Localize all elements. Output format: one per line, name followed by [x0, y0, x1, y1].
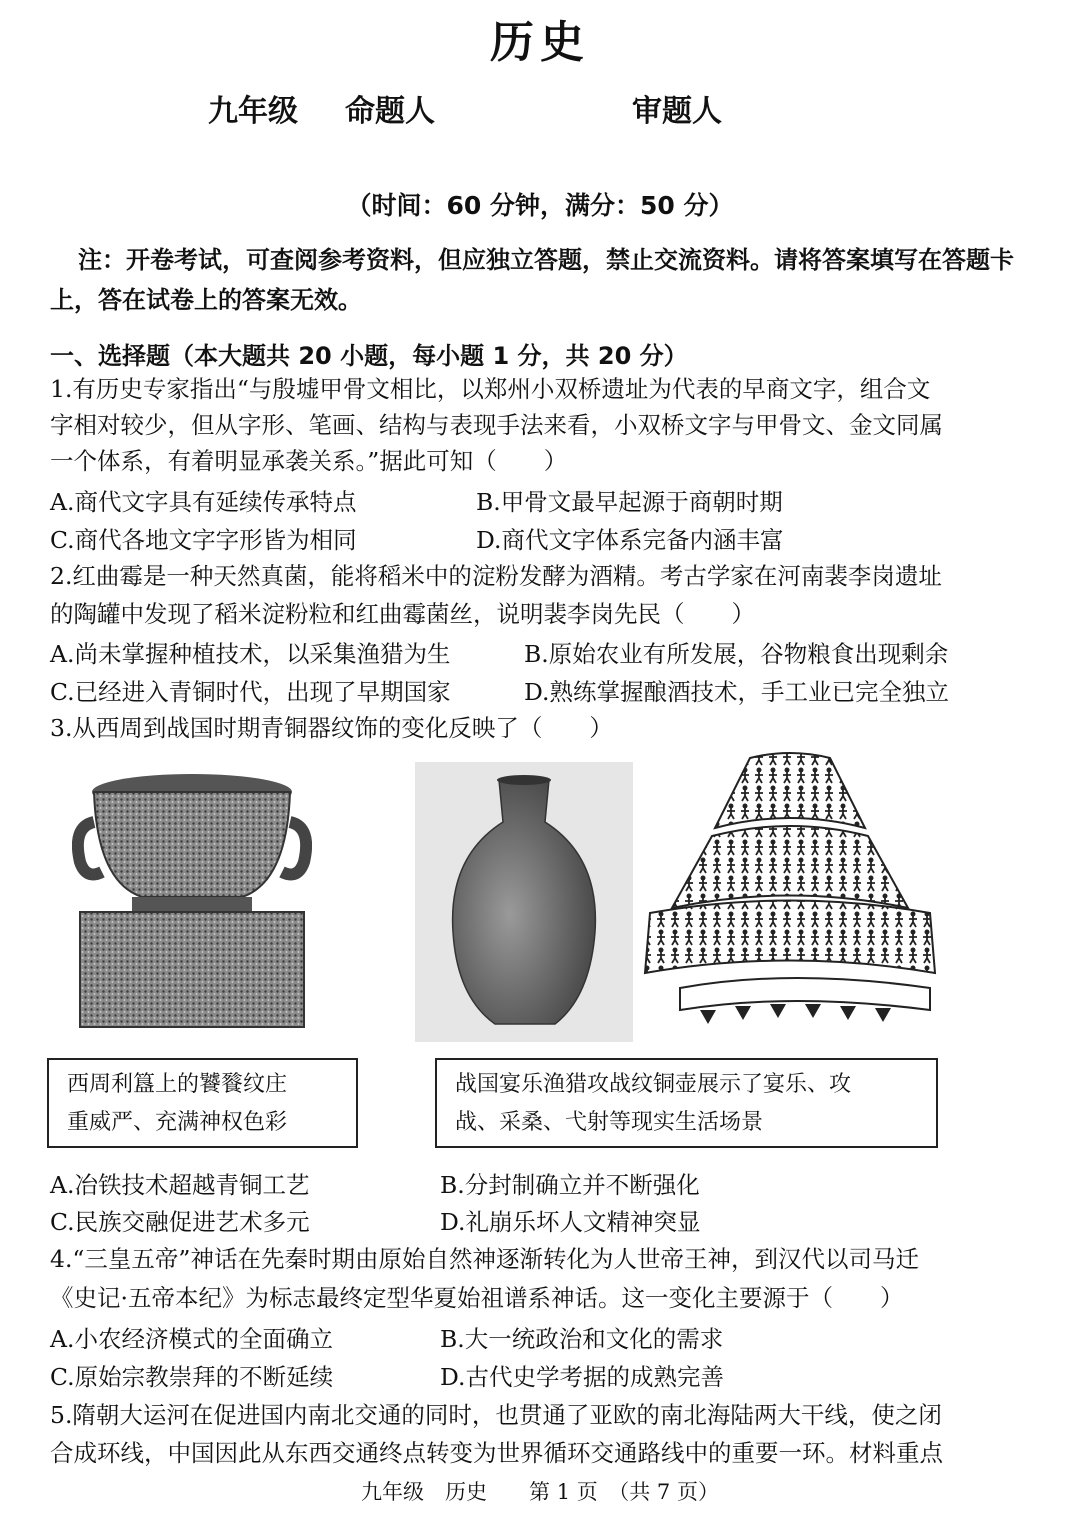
q5-stem-line-1: 5.隋朝大运河在促进国内南北交通的同时，也贯通了亚欧的南北海陆两大干线，使之闭 — [50, 1401, 942, 1429]
q3-option-c: C.民族交融促进艺术多元 — [50, 1208, 310, 1236]
caption-right-line-1: 战国宴乐渔猎攻战纹铜壶展示了宴乐、攻 — [455, 1072, 852, 1097]
q3-stem: 3.从西周到战国时期青铜器纹饰的变化反映了（ ） — [50, 714, 613, 742]
section-heading: 一、选择题（本大题共 20 小题，每小题 1 分，共 20 分） — [50, 342, 688, 370]
q1-stem-line-2: 字相对较少，但从字形、笔画、结构与表现手法来看，小双桥文字与甲骨文、金文同属 — [50, 411, 943, 439]
caption-left-line-2: 重威严、充满神权色彩 — [67, 1110, 288, 1135]
q1-stem-line-1: 1.有历史专家指出“与殷墟甲骨文相比，以郑州小双桥遗址为代表的早商文字，组合文 — [50, 375, 931, 403]
q4-stem-line-1: 4.“三皇五帝”神话在先秦时期由原始自然神逐渐转化为人世帝王神，到汉代以司马迁 — [50, 1245, 919, 1273]
bronze-hu-vase-image — [415, 762, 633, 1042]
q5-stem-line-2: 合成环线，中国因此从东西交通终点转变为世界循环交通路线中的重要一环。材料重点 — [50, 1439, 943, 1467]
q4-option-d: D.古代史学考据的成熟完善 — [440, 1363, 724, 1391]
caption-box-left — [47, 1058, 358, 1148]
author-label: 命题人 — [345, 94, 435, 129]
q3-option-d: D.礼崩乐坏人文精神突显 — [440, 1208, 701, 1236]
q2-stem-line-1: 2.红曲霉是一种天然真菌，能将稻米中的淀粉发酵为酒精。考古学家在河南裴李岗遗址 — [50, 562, 942, 590]
q3-option-b: B.分封制确立并不断强化 — [440, 1171, 700, 1199]
q2-option-c: C.已经进入青铜时代，出现了早期国家 — [50, 678, 451, 706]
exam-title: 历史 — [490, 17, 590, 68]
grade-label: 九年级 — [208, 94, 298, 129]
q1-option-c: C.商代各地文字字形皆为相同 — [50, 526, 357, 554]
q1-stem-line-3: 一个体系，有着明显承袭关系。”据此可知（ ） — [50, 447, 568, 475]
caption-left-line-1: 西周利簋上的饕餮纹庄 — [67, 1072, 288, 1097]
caption-box-right — [435, 1058, 938, 1148]
q2-stem-line-2: 的陶罐中发现了稻米淀粉粒和红曲霉菌丝，说明裴李岗先民（ ） — [50, 600, 755, 628]
bronze-gui-image — [72, 762, 312, 1032]
q1-option-a: A.商代文字具有延续传承特点 — [50, 488, 357, 516]
q2-option-a: A.尚未掌握种植技术，以采集渔猎为生 — [50, 640, 451, 668]
caption-right-line-2: 战、采桑、弋射等现实生活场景 — [455, 1110, 764, 1135]
q3-option-a: A.冶铁技术超越青铜工艺 — [50, 1171, 310, 1199]
reviewer-label: 审题人 — [632, 94, 722, 129]
time-info: （时间：60 分钟，满分：50 分） — [346, 191, 734, 220]
q2-option-d: D.熟练掌握酿酒技术，手工业已完全独立 — [524, 678, 949, 706]
q4-option-b: B.大一统政治和文化的需求 — [440, 1325, 724, 1353]
q4-stem-line-2: 《史记·五帝本纪》为标志最终定型华夏始祖谱系神话。这一变化主要源于（ ） — [50, 1284, 904, 1312]
q4-option-c: C.原始宗教崇拜的不断延续 — [50, 1363, 334, 1391]
q1-option-d: D.商代文字体系完备内涵丰富 — [476, 526, 784, 554]
q4-option-a: A.小农经济模式的全面确立 — [50, 1325, 333, 1353]
q2-option-b: B.原始农业有所发展，谷物粮食出现剩余 — [524, 640, 949, 668]
q1-option-b: B.甲骨文最早起源于商朝时期 — [476, 488, 783, 516]
page-footer: 九年级 历史 第 1 页 （共 7 页） — [361, 1480, 719, 1504]
exam-note: 注：开卷考试，可查阅参考资料，但应独立答题，禁止交流资料。请将答案填写在答题卡上，答在试卷上的答案无效。 — [50, 246, 1014, 314]
bronze-pattern-bands-image — [640, 748, 940, 1038]
